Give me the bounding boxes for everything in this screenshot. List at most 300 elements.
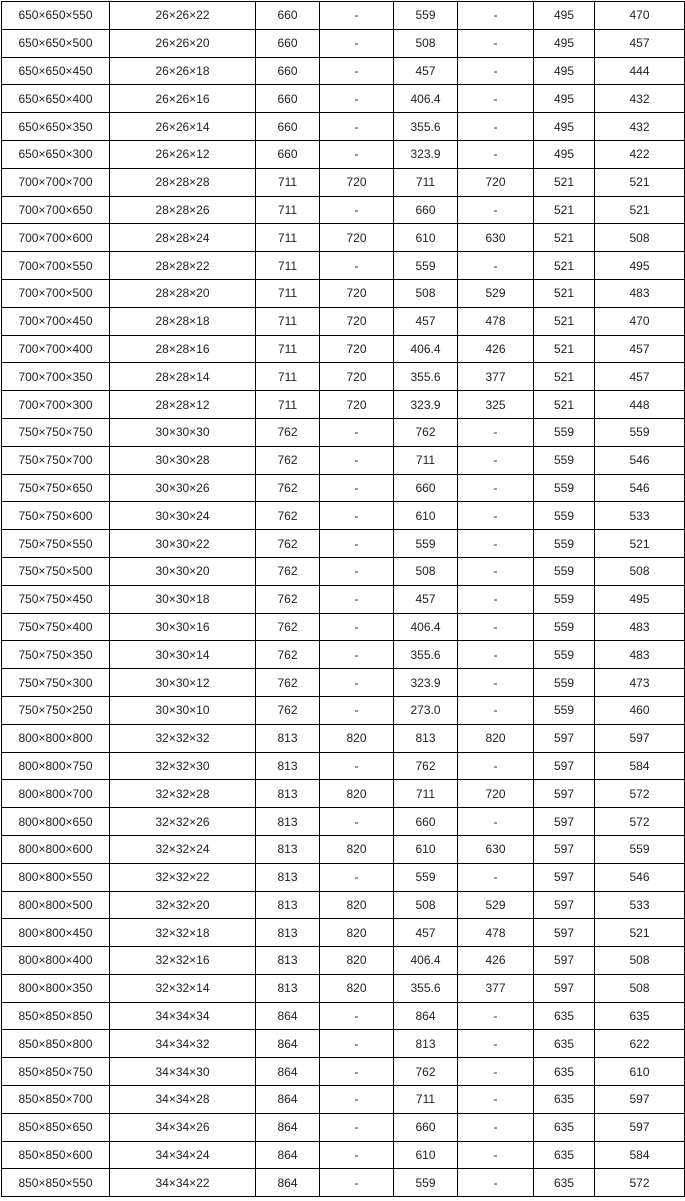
cell-outside-diameter-branch-alt: - <box>458 613 534 641</box>
cell-outside-diameter-run: 660 <box>256 140 320 168</box>
table-row <box>2 307 685 335</box>
cell-outside-diameter-branch: 508 <box>394 891 458 919</box>
cell-outside-diameter-run-alt: 820 <box>320 835 394 863</box>
table-row <box>2 947 685 975</box>
cell-nominal-size-mm: 700×700×600 <box>2 224 110 252</box>
cell-outside-diameter-run: 762 <box>256 557 320 585</box>
cell-outside-diameter-branch-alt: 377 <box>458 363 534 391</box>
cell-outside-diameter-branch: 711 <box>394 446 458 474</box>
cell-nominal-size-mm: 750×750×400 <box>2 613 110 641</box>
cell-nominal-size-inch: 28×28×18 <box>110 307 256 335</box>
cell-outside-diameter-branch-alt: - <box>458 113 534 141</box>
cell-outside-diameter-branch-alt: - <box>458 29 534 57</box>
table-row <box>2 474 685 502</box>
cell-outside-diameter-run-alt: - <box>320 613 394 641</box>
cell-nominal-size-mm: 750×750×650 <box>2 474 110 502</box>
cell-nominal-size-mm: 650×650×300 <box>2 140 110 168</box>
cell-center-to-end-branch: 572 <box>595 808 685 836</box>
cell-nominal-size-mm: 800×800×400 <box>2 947 110 975</box>
cell-nominal-size-inch: 30×30×30 <box>110 418 256 446</box>
table-row <box>2 1113 685 1141</box>
table-row <box>2 808 685 836</box>
cell-outside-diameter-branch-alt: 377 <box>458 974 534 1002</box>
cell-outside-diameter-run: 660 <box>256 113 320 141</box>
cell-outside-diameter-branch-alt: 478 <box>458 919 534 947</box>
cell-center-to-end-branch: 448 <box>595 391 685 419</box>
cell-outside-diameter-branch: 559 <box>394 1169 458 1197</box>
cell-outside-diameter-run-alt: 820 <box>320 780 394 808</box>
table-row <box>2 696 685 724</box>
cell-nominal-size-inch: 28×28×14 <box>110 363 256 391</box>
cell-outside-diameter-run: 813 <box>256 835 320 863</box>
table-row <box>2 752 685 780</box>
cell-nominal-size-inch: 26×26×14 <box>110 113 256 141</box>
cell-center-to-end-run: 597 <box>534 947 595 975</box>
cell-center-to-end-branch: 584 <box>595 752 685 780</box>
cell-outside-diameter-run-alt: - <box>320 696 394 724</box>
cell-center-to-end-branch: 508 <box>595 224 685 252</box>
cell-outside-diameter-branch: 457 <box>394 307 458 335</box>
cell-nominal-size-mm: 750×750×250 <box>2 696 110 724</box>
cell-center-to-end-run: 559 <box>534 641 595 669</box>
cell-outside-diameter-branch: 610 <box>394 502 458 530</box>
cell-center-to-end-branch: 521 <box>595 919 685 947</box>
cell-outside-diameter-branch-alt: - <box>458 85 534 113</box>
cell-center-to-end-branch: 635 <box>595 1002 685 1030</box>
cell-outside-diameter-branch: 355.6 <box>394 113 458 141</box>
cell-outside-diameter-run: 711 <box>256 168 320 196</box>
cell-nominal-size-mm: 850×850×850 <box>2 1002 110 1030</box>
tee-dimension-table <box>1 1 685 1197</box>
cell-center-to-end-branch: 597 <box>595 724 685 752</box>
cell-outside-diameter-run-alt: - <box>320 641 394 669</box>
table-row <box>2 279 685 307</box>
cell-nominal-size-inch: 32×32×20 <box>110 891 256 919</box>
cell-outside-diameter-run-alt: - <box>320 474 394 502</box>
cell-center-to-end-run: 559 <box>534 557 595 585</box>
cell-nominal-size-mm: 800×800×800 <box>2 724 110 752</box>
cell-outside-diameter-branch-alt: - <box>458 808 534 836</box>
cell-outside-diameter-branch-alt: 720 <box>458 168 534 196</box>
cell-outside-diameter-run: 711 <box>256 252 320 280</box>
cell-nominal-size-inch: 34×34×28 <box>110 1086 256 1114</box>
cell-outside-diameter-run-alt: - <box>320 196 394 224</box>
cell-nominal-size-mm: 750×750×700 <box>2 446 110 474</box>
cell-outside-diameter-branch: 355.6 <box>394 974 458 1002</box>
table-row <box>2 2 685 30</box>
cell-center-to-end-branch: 597 <box>595 1113 685 1141</box>
cell-outside-diameter-branch: 323.9 <box>394 669 458 697</box>
cell-outside-diameter-run-alt: - <box>320 29 394 57</box>
cell-outside-diameter-branch: 457 <box>394 919 458 947</box>
cell-outside-diameter-run: 762 <box>256 613 320 641</box>
cell-outside-diameter-run-alt: 820 <box>320 891 394 919</box>
cell-nominal-size-inch: 26×26×18 <box>110 57 256 85</box>
cell-nominal-size-mm: 700×700×700 <box>2 168 110 196</box>
cell-nominal-size-inch: 28×28×20 <box>110 279 256 307</box>
cell-nominal-size-inch: 34×34×24 <box>110 1141 256 1169</box>
cell-center-to-end-run: 559 <box>534 530 595 558</box>
cell-nominal-size-inch: 30×30×20 <box>110 557 256 585</box>
cell-outside-diameter-run: 660 <box>256 85 320 113</box>
cell-outside-diameter-branch-alt: - <box>458 669 534 697</box>
cell-outside-diameter-run-alt: - <box>320 557 394 585</box>
cell-nominal-size-mm: 800×800×350 <box>2 974 110 1002</box>
table-row <box>2 835 685 863</box>
cell-nominal-size-inch: 30×30×14 <box>110 641 256 669</box>
cell-nominal-size-mm: 800×800×450 <box>2 919 110 947</box>
cell-outside-diameter-run-alt: - <box>320 1141 394 1169</box>
cell-nominal-size-inch: 26×26×16 <box>110 85 256 113</box>
cell-outside-diameter-branch-alt: - <box>458 530 534 558</box>
cell-outside-diameter-run: 711 <box>256 196 320 224</box>
cell-nominal-size-mm: 800×800×700 <box>2 780 110 808</box>
cell-outside-diameter-run-alt: - <box>320 1086 394 1114</box>
cell-center-to-end-branch: 422 <box>595 140 685 168</box>
cell-outside-diameter-branch-alt: 630 <box>458 835 534 863</box>
table-row <box>2 29 685 57</box>
cell-center-to-end-run: 495 <box>534 140 595 168</box>
cell-nominal-size-inch: 32×32×14 <box>110 974 256 1002</box>
cell-nominal-size-inch: 32×32×18 <box>110 919 256 947</box>
cell-center-to-end-branch: 483 <box>595 279 685 307</box>
cell-outside-diameter-run: 813 <box>256 808 320 836</box>
cell-outside-diameter-run-alt: - <box>320 446 394 474</box>
cell-outside-diameter-run-alt: 720 <box>320 279 394 307</box>
table-row <box>2 919 685 947</box>
cell-outside-diameter-run-alt: - <box>320 418 394 446</box>
cell-outside-diameter-run-alt: 820 <box>320 974 394 1002</box>
table-body <box>2 2 685 1197</box>
cell-center-to-end-branch: 495 <box>595 585 685 613</box>
table-row <box>2 363 685 391</box>
cell-outside-diameter-branch: 762 <box>394 1058 458 1086</box>
cell-center-to-end-run: 597 <box>534 724 595 752</box>
cell-nominal-size-mm: 700×700×550 <box>2 252 110 280</box>
cell-outside-diameter-run: 660 <box>256 29 320 57</box>
cell-outside-diameter-run: 762 <box>256 474 320 502</box>
cell-outside-diameter-run: 813 <box>256 974 320 1002</box>
table-row <box>2 641 685 669</box>
cell-outside-diameter-run: 864 <box>256 1169 320 1197</box>
cell-outside-diameter-run: 864 <box>256 1002 320 1030</box>
cell-nominal-size-mm: 850×850×800 <box>2 1030 110 1058</box>
cell-center-to-end-run: 559 <box>534 696 595 724</box>
cell-outside-diameter-branch-alt: 529 <box>458 279 534 307</box>
cell-outside-diameter-run: 813 <box>256 863 320 891</box>
cell-outside-diameter-run-alt: - <box>320 113 394 141</box>
cell-outside-diameter-branch: 559 <box>394 2 458 30</box>
cell-nominal-size-inch: 34×34×26 <box>110 1113 256 1141</box>
cell-center-to-end-run: 559 <box>534 613 595 641</box>
cell-outside-diameter-branch-alt: - <box>458 585 534 613</box>
cell-outside-diameter-run-alt: 720 <box>320 224 394 252</box>
cell-outside-diameter-branch: 711 <box>394 780 458 808</box>
cell-center-to-end-run: 597 <box>534 780 595 808</box>
cell-nominal-size-inch: 28×28×26 <box>110 196 256 224</box>
cell-center-to-end-branch: 495 <box>595 252 685 280</box>
cell-outside-diameter-run: 711 <box>256 224 320 252</box>
cell-center-to-end-branch: 457 <box>595 363 685 391</box>
cell-outside-diameter-run: 864 <box>256 1086 320 1114</box>
cell-nominal-size-inch: 28×28×28 <box>110 168 256 196</box>
cell-outside-diameter-run: 711 <box>256 279 320 307</box>
cell-outside-diameter-branch-alt: - <box>458 140 534 168</box>
cell-outside-diameter-branch-alt: - <box>458 752 534 780</box>
cell-center-to-end-run: 635 <box>534 1086 595 1114</box>
cell-outside-diameter-run: 813 <box>256 724 320 752</box>
cell-nominal-size-inch: 30×30×16 <box>110 613 256 641</box>
cell-outside-diameter-branch-alt: - <box>458 1030 534 1058</box>
cell-nominal-size-mm: 750×750×300 <box>2 669 110 697</box>
cell-outside-diameter-branch-alt: 820 <box>458 724 534 752</box>
table-row <box>2 669 685 697</box>
cell-outside-diameter-run-alt: - <box>320 502 394 530</box>
cell-nominal-size-inch: 26×26×22 <box>110 2 256 30</box>
cell-outside-diameter-run-alt: 720 <box>320 168 394 196</box>
cell-nominal-size-mm: 800×800×500 <box>2 891 110 919</box>
cell-nominal-size-inch: 34×34×32 <box>110 1030 256 1058</box>
cell-outside-diameter-run-alt: - <box>320 585 394 613</box>
cell-nominal-size-mm: 750×750×350 <box>2 641 110 669</box>
cell-nominal-size-mm: 850×850×550 <box>2 1169 110 1197</box>
table-row <box>2 168 685 196</box>
cell-center-to-end-run: 635 <box>534 1030 595 1058</box>
cell-outside-diameter-branch-alt: 478 <box>458 307 534 335</box>
cell-nominal-size-inch: 26×26×20 <box>110 29 256 57</box>
cell-outside-diameter-run-alt: 720 <box>320 363 394 391</box>
table-row <box>2 530 685 558</box>
table-row <box>2 57 685 85</box>
cell-center-to-end-run: 597 <box>534 752 595 780</box>
cell-outside-diameter-run: 864 <box>256 1141 320 1169</box>
cell-outside-diameter-run-alt: 720 <box>320 335 394 363</box>
cell-center-to-end-run: 559 <box>534 502 595 530</box>
cell-nominal-size-mm: 800×800×650 <box>2 808 110 836</box>
cell-center-to-end-run: 559 <box>534 418 595 446</box>
cell-center-to-end-branch: 483 <box>595 641 685 669</box>
cell-center-to-end-branch: 483 <box>595 613 685 641</box>
cell-outside-diameter-run: 864 <box>256 1058 320 1086</box>
cell-center-to-end-run: 495 <box>534 29 595 57</box>
cell-nominal-size-mm: 850×850×700 <box>2 1086 110 1114</box>
cell-outside-diameter-branch: 406.4 <box>394 85 458 113</box>
table-row <box>2 863 685 891</box>
cell-outside-diameter-branch: 711 <box>394 168 458 196</box>
cell-outside-diameter-run: 660 <box>256 2 320 30</box>
cell-center-to-end-branch: 432 <box>595 85 685 113</box>
cell-outside-diameter-branch-alt: - <box>458 252 534 280</box>
table-row <box>2 974 685 1002</box>
cell-nominal-size-inch: 30×30×24 <box>110 502 256 530</box>
table-row <box>2 140 685 168</box>
cell-center-to-end-branch: 508 <box>595 974 685 1002</box>
cell-center-to-end-branch: 521 <box>595 168 685 196</box>
cell-outside-diameter-run: 864 <box>256 1030 320 1058</box>
cell-center-to-end-branch: 622 <box>595 1030 685 1058</box>
cell-center-to-end-run: 559 <box>534 474 595 502</box>
cell-center-to-end-run: 495 <box>534 57 595 85</box>
cell-outside-diameter-branch: 762 <box>394 752 458 780</box>
cell-outside-diameter-run-alt: - <box>320 1058 394 1086</box>
cell-outside-diameter-branch-alt: - <box>458 696 534 724</box>
cell-nominal-size-inch: 32×32×22 <box>110 863 256 891</box>
cell-outside-diameter-run-alt: - <box>320 85 394 113</box>
cell-outside-diameter-branch: 406.4 <box>394 613 458 641</box>
cell-center-to-end-run: 521 <box>534 335 595 363</box>
cell-center-to-end-branch: 584 <box>595 1141 685 1169</box>
cell-outside-diameter-branch-alt: - <box>458 1002 534 1030</box>
cell-outside-diameter-branch-alt: 426 <box>458 335 534 363</box>
cell-outside-diameter-branch: 559 <box>394 863 458 891</box>
cell-nominal-size-inch: 32×32×26 <box>110 808 256 836</box>
cell-outside-diameter-run-alt: 720 <box>320 391 394 419</box>
cell-outside-diameter-branch-alt: - <box>458 1058 534 1086</box>
cell-center-to-end-run: 521 <box>534 391 595 419</box>
cell-nominal-size-inch: 32×32×30 <box>110 752 256 780</box>
cell-outside-diameter-branch: 660 <box>394 808 458 836</box>
cell-outside-diameter-branch-alt: - <box>458 641 534 669</box>
table-row <box>2 1169 685 1197</box>
cell-nominal-size-mm: 700×700×450 <box>2 307 110 335</box>
cell-nominal-size-inch: 34×34×30 <box>110 1058 256 1086</box>
cell-nominal-size-inch: 28×28×24 <box>110 224 256 252</box>
cell-outside-diameter-branch: 355.6 <box>394 641 458 669</box>
cell-center-to-end-run: 521 <box>534 307 595 335</box>
cell-nominal-size-inch: 32×32×24 <box>110 835 256 863</box>
cell-nominal-size-inch: 28×28×12 <box>110 391 256 419</box>
cell-outside-diameter-run: 813 <box>256 780 320 808</box>
cell-outside-diameter-run: 762 <box>256 530 320 558</box>
cell-nominal-size-mm: 800×800×550 <box>2 863 110 891</box>
table-row <box>2 1141 685 1169</box>
cell-nominal-size-mm: 750×750×550 <box>2 530 110 558</box>
cell-nominal-size-mm: 800×800×750 <box>2 752 110 780</box>
cell-center-to-end-run: 597 <box>534 863 595 891</box>
cell-outside-diameter-branch: 323.9 <box>394 391 458 419</box>
cell-nominal-size-inch: 26×26×12 <box>110 140 256 168</box>
cell-outside-diameter-run: 813 <box>256 919 320 947</box>
cell-outside-diameter-branch: 508 <box>394 557 458 585</box>
cell-outside-diameter-branch-alt: - <box>458 1086 534 1114</box>
table-row <box>2 335 685 363</box>
cell-center-to-end-run: 521 <box>534 224 595 252</box>
table-row <box>2 1086 685 1114</box>
cell-center-to-end-branch: 572 <box>595 1169 685 1197</box>
cell-outside-diameter-run-alt: - <box>320 1030 394 1058</box>
cell-center-to-end-run: 521 <box>534 168 595 196</box>
table-row <box>2 585 685 613</box>
table-row <box>2 557 685 585</box>
cell-outside-diameter-run-alt: - <box>320 669 394 697</box>
cell-outside-diameter-run: 813 <box>256 947 320 975</box>
table-row <box>2 780 685 808</box>
cell-center-to-end-branch: 546 <box>595 446 685 474</box>
cell-outside-diameter-run: 762 <box>256 585 320 613</box>
cell-outside-diameter-branch-alt: - <box>458 196 534 224</box>
cell-nominal-size-inch: 30×30×22 <box>110 530 256 558</box>
cell-outside-diameter-branch: 813 <box>394 1030 458 1058</box>
table-row <box>2 1030 685 1058</box>
cell-outside-diameter-run: 762 <box>256 418 320 446</box>
cell-center-to-end-run: 495 <box>534 2 595 30</box>
cell-outside-diameter-run-alt: 820 <box>320 947 394 975</box>
cell-outside-diameter-branch-alt: - <box>458 2 534 30</box>
cell-center-to-end-branch: 444 <box>595 57 685 85</box>
cell-nominal-size-mm: 700×700×650 <box>2 196 110 224</box>
table-row <box>2 1058 685 1086</box>
cell-outside-diameter-run-alt: - <box>320 57 394 85</box>
cell-nominal-size-inch: 30×30×28 <box>110 446 256 474</box>
cell-nominal-size-mm: 650×650×550 <box>2 2 110 30</box>
cell-outside-diameter-branch: 457 <box>394 585 458 613</box>
cell-outside-diameter-branch: 864 <box>394 1002 458 1030</box>
cell-outside-diameter-run: 762 <box>256 696 320 724</box>
cell-outside-diameter-run-alt: - <box>320 140 394 168</box>
cell-center-to-end-run: 559 <box>534 446 595 474</box>
cell-outside-diameter-run: 711 <box>256 391 320 419</box>
cell-center-to-end-branch: 546 <box>595 863 685 891</box>
cell-outside-diameter-run-alt: 820 <box>320 724 394 752</box>
cell-center-to-end-run: 635 <box>534 1141 595 1169</box>
cell-nominal-size-mm: 850×850×600 <box>2 1141 110 1169</box>
cell-outside-diameter-branch-alt: - <box>458 863 534 891</box>
cell-center-to-end-branch: 473 <box>595 669 685 697</box>
cell-outside-diameter-branch-alt: 325 <box>458 391 534 419</box>
cell-outside-diameter-branch: 610 <box>394 1141 458 1169</box>
cell-nominal-size-inch: 30×30×26 <box>110 474 256 502</box>
table-row <box>2 196 685 224</box>
cell-outside-diameter-branch: 660 <box>394 474 458 502</box>
cell-outside-diameter-run-alt: - <box>320 752 394 780</box>
cell-nominal-size-inch: 28×28×22 <box>110 252 256 280</box>
cell-nominal-size-mm: 850×850×750 <box>2 1058 110 1086</box>
cell-outside-diameter-run: 762 <box>256 641 320 669</box>
cell-center-to-end-branch: 432 <box>595 113 685 141</box>
cell-nominal-size-inch: 32×32×32 <box>110 724 256 752</box>
cell-center-to-end-branch: 559 <box>595 418 685 446</box>
cell-outside-diameter-run: 660 <box>256 57 320 85</box>
cell-outside-diameter-run: 711 <box>256 335 320 363</box>
cell-center-to-end-run: 597 <box>534 919 595 947</box>
cell-outside-diameter-run: 711 <box>256 307 320 335</box>
cell-center-to-end-branch: 457 <box>595 335 685 363</box>
table-row <box>2 224 685 252</box>
cell-center-to-end-run: 521 <box>534 252 595 280</box>
table-row <box>2 724 685 752</box>
cell-outside-diameter-branch: 355.6 <box>394 363 458 391</box>
cell-nominal-size-mm: 850×850×650 <box>2 1113 110 1141</box>
table-row <box>2 113 685 141</box>
cell-outside-diameter-branch: 660 <box>394 1113 458 1141</box>
cell-center-to-end-branch: 470 <box>595 307 685 335</box>
table-row <box>2 446 685 474</box>
cell-center-to-end-run: 559 <box>534 585 595 613</box>
cell-outside-diameter-branch-alt: - <box>458 418 534 446</box>
cell-outside-diameter-branch: 273.0 <box>394 696 458 724</box>
cell-nominal-size-mm: 800×800×600 <box>2 835 110 863</box>
cell-outside-diameter-run-alt: - <box>320 808 394 836</box>
cell-center-to-end-run: 635 <box>534 1169 595 1197</box>
cell-outside-diameter-branch: 406.4 <box>394 335 458 363</box>
cell-outside-diameter-run: 864 <box>256 1113 320 1141</box>
cell-outside-diameter-run: 762 <box>256 446 320 474</box>
cell-nominal-size-inch: 28×28×16 <box>110 335 256 363</box>
cell-nominal-size-mm: 650×650×500 <box>2 29 110 57</box>
cell-nominal-size-mm: 650×650×350 <box>2 113 110 141</box>
cell-outside-diameter-run: 762 <box>256 502 320 530</box>
cell-nominal-size-mm: 700×700×300 <box>2 391 110 419</box>
